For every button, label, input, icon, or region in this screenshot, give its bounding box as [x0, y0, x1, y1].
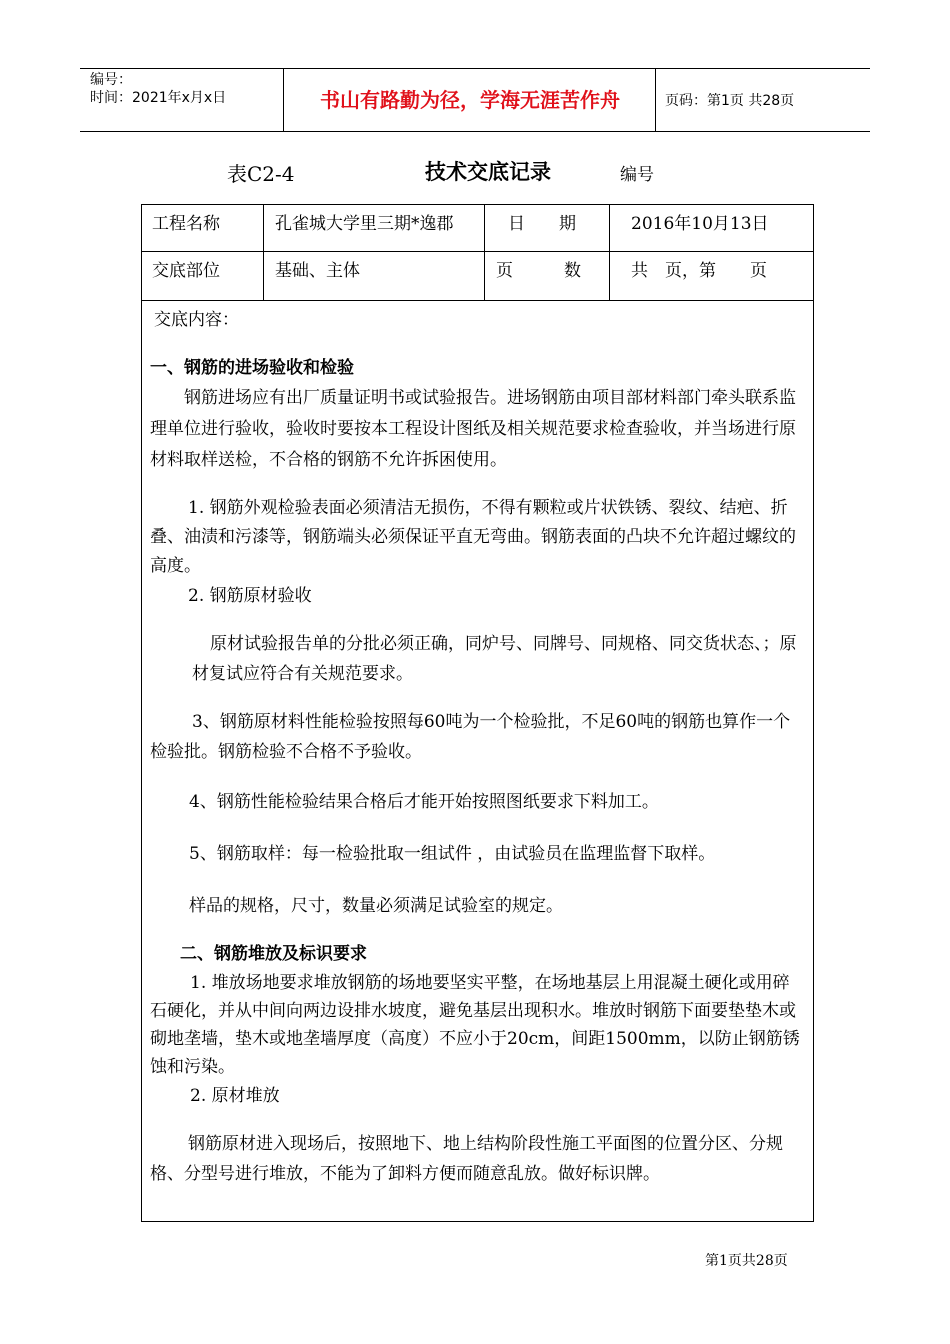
part-label: 交底部位 — [152, 261, 220, 281]
page-header — [80, 68, 870, 132]
project-name-value: 孔雀城大学里三期*逸郡 — [275, 214, 454, 234]
pages-label: 页 数 — [496, 261, 581, 281]
header-motto: 书山有路勤为径，学海无涯苦作舟 — [320, 88, 620, 112]
col-divider — [609, 205, 610, 300]
header-code-label: 编号： — [90, 72, 132, 88]
item-2-text: 原材试验报告单的分批必须正确，同炉号、同牌号、同规格、同交货状态、；原材复试应符合有关规范要求。 — [192, 634, 797, 684]
item-1: 1. 钢筋外观检验表面必须清洁无损伤，不得有颗粒或片状铁锈、裂纹、结疤、折叠、油渍和污漆等，钢筋端头必须保证平直无弯曲。钢筋表面的凸块不允许超过螺纹的高度。 — [150, 498, 796, 576]
date-value: 2016年10月13日 — [631, 214, 769, 234]
header-divider — [283, 69, 284, 131]
document-title: 技术交底记录 — [425, 160, 551, 184]
item-5: 5、钢筋取样：每一检验批取一组试件 ，由试验员在监理监督下取样。 — [189, 844, 716, 864]
row-divider — [142, 251, 813, 252]
section-2-item-1: 1. 堆放场地要求堆放钢筋的场地要坚实平整，在场地基层上用混凝土硬化或用碎石硬化，并从中间向两边设排水坡度，避免基层出现积水。堆放时钢筋下面要垫垫木或砌地垄墙，垫木或地垄墙厚度（高度）不应小于20cm，间距1500mm，以防止钢筋锈蚀和污染。 — [150, 973, 800, 1077]
page-footer: 第1页共28页 — [705, 1253, 788, 1269]
item-3: 3、钢筋原材料性能检验按照每60吨为一个检验批，不足60吨的钢筋也算作一个检验批。钢筋检验不合格不予验收。 — [150, 712, 791, 762]
project-name-label: 工程名称 — [152, 214, 220, 234]
document-number-label: 编号 — [620, 165, 654, 185]
section-1-intro: 钢筋进场应有出厂质量证明书或试验报告。进场钢筋由项目部材料部门牵头联系监理单位进行验收，验收时要按本工程设计图纸及相关规范要求检查验收，并当场进行原材料取样送检，不合格的钢筋不允许拆困使用。 — [150, 388, 796, 470]
form-code: 表C2-4 — [227, 162, 295, 186]
content-label: 交底内容： — [154, 310, 239, 330]
disclosure-form — [141, 204, 814, 1222]
row-divider — [142, 300, 813, 301]
section-2-title: 二、钢筋堆放及标识要求 — [180, 944, 367, 964]
section-2-item-2-title: 2. 原材堆放 — [190, 1086, 280, 1106]
document-title-row — [0, 156, 950, 186]
item-2-title: 2. 钢筋原材验收 — [188, 586, 312, 606]
item-5-note: 样品的规格，尺寸，数量必须满足试验室的规定。 — [189, 896, 563, 916]
disclosure-content — [150, 305, 806, 1189]
part-value: 基础、主体 — [275, 261, 360, 281]
item-4: 4、钢筋性能检验结果合格后才能开始按照图纸要求下料加工。 — [189, 792, 659, 812]
header-time-label: 时间：2021年x月x日 — [90, 90, 227, 106]
date-label: 日 期 — [508, 214, 576, 234]
section-2-item-2-text: 钢筋原材进入现场后，按照地下、地上结构阶段性施工平面图的位置分区、分规格、分型号进行堆放，不能为了卸料方便而随意乱放。做好标识牌。 — [150, 1134, 783, 1184]
header-meta — [90, 71, 226, 107]
header-divider — [655, 69, 656, 131]
pages-value: 共 页，第 页 — [631, 261, 767, 281]
col-divider — [263, 205, 264, 300]
col-divider — [484, 205, 485, 300]
section-1-title: 一、钢筋的进场验收和检验 — [150, 358, 354, 378]
header-page-info: 页码：第1页 共28页 — [665, 93, 795, 109]
